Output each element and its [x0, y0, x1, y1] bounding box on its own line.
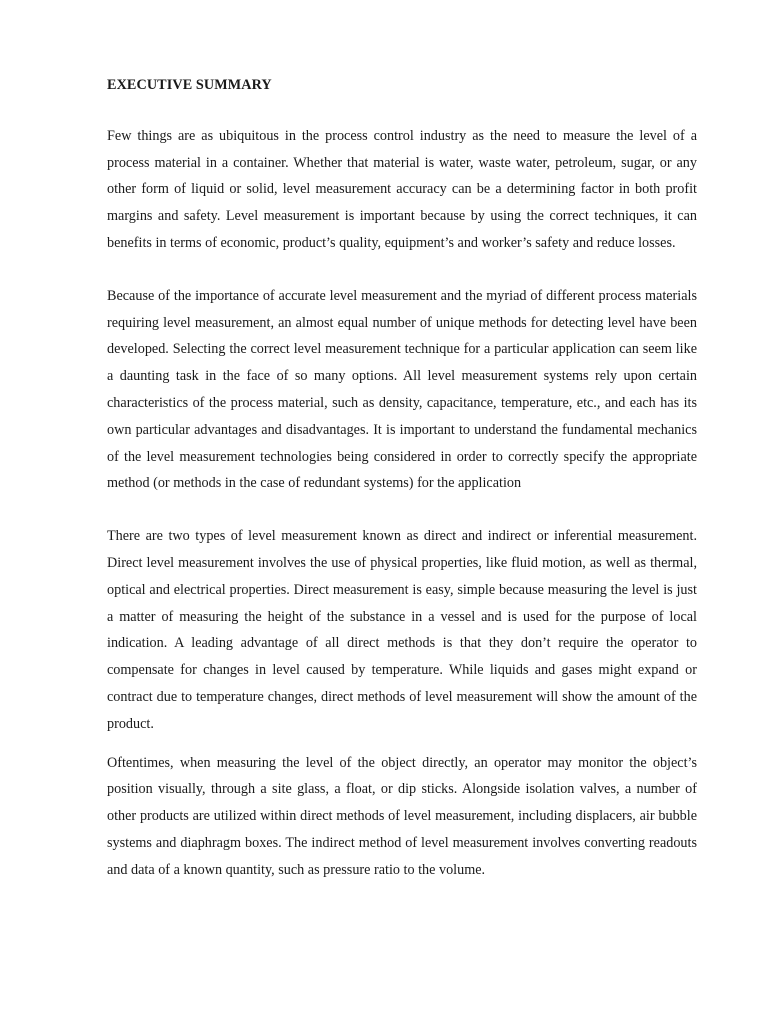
paragraph-importance: Because of the importance of accurate level measurement and the myriad of different process materials requiring level measurement, an almost equal number of unique methods for detecting level have been developed. Selecting the correct level measurement technique for a particular application can seem like a daunting task in the face of so many options. All level measurement systems rely upon certain characteristics of the process material, such as density, capacitance, temperature, etc., and each has its own particular advantages and disadvantages. It is important to understand the fundamental mechanics of the level measurement technologies being considered in order to correctly specify the appropriate method (or methods in the case of redundant systems) for the application — [107, 287, 697, 492]
document-body — [107, 72, 697, 910]
paragraph-direct-methods: Oftentimes, when measuring the level of the object directly, an operator may monitor the object’s position visually, through a site glass, a float, or dip sticks. Alongside isolation valves, a number of other products are utilized within direct methods of level measurement, including displacers, air bubble systems and diaphragm boxes. The indirect method of level measurement involves converting readouts and data of a known quantity, such as pressure ratio to the volume. — [107, 754, 697, 878]
page-title: EXECUTIVE SUMMARY — [107, 77, 272, 93]
paragraph-intro: Few things are as ubiquitous in the process control industry as the need to measure the level of a process material in a container. Whether that material is water, waste water, petroleum, sugar, or any other form of liquid or solid, level measurement accuracy can be a determining factor in both profit margins and safety. Level measurement is important because by using the correct techniques, it can benefits in terms of economic, product’s quality, equipment’s and worker’s safety and reduce losses. — [107, 127, 697, 251]
paragraph-types: There are two types of level measurement known as direct and indirect or inferential measurement. Direct level measurement involves the use of physical properties, like fluid motion, as well as thermal, optical and electrical properties. Direct measurement is easy, simple because measuring the level is just a matter of measuring the height of the substance in a vessel and is used for the purpose of local indication. A leading advantage of all direct methods is that they don’t require the operator to compensate for changes in level caused by temperature. While liquids and gases might expand or contract due to temperature changes, direct methods of level measurement will show the amount of the product. — [107, 528, 697, 732]
